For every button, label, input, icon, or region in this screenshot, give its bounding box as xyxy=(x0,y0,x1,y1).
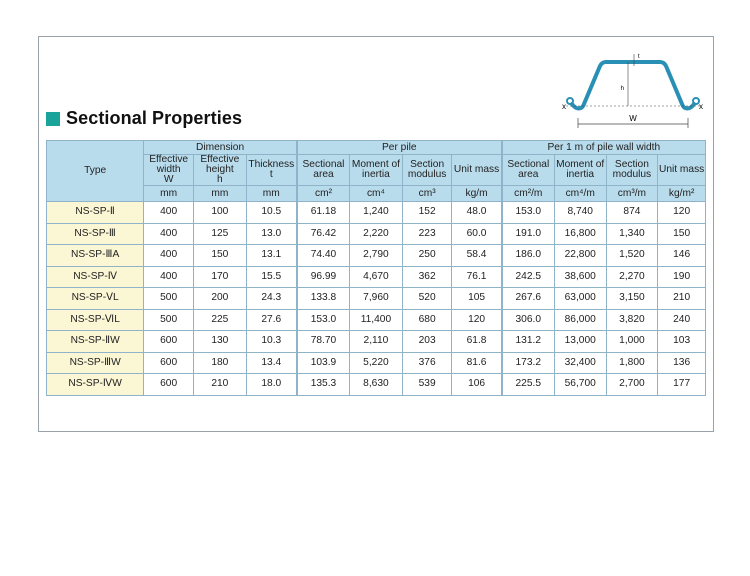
table-row xyxy=(47,331,706,353)
table-cell: 4,670 xyxy=(350,266,403,288)
table-cell: 5,220 xyxy=(350,352,403,374)
table-cell: 3,150 xyxy=(606,288,658,310)
table-cell: 38,600 xyxy=(554,266,606,288)
table-cell: 600 xyxy=(144,352,194,374)
column-header-name xyxy=(402,155,452,186)
table-cell: 10.3 xyxy=(246,331,297,353)
table-cell: 267.6 xyxy=(502,288,555,310)
section-heading xyxy=(46,108,242,129)
column-unit: cm⁴ xyxy=(350,186,403,202)
row-type: NS-SP-ⅡW xyxy=(47,331,144,353)
table-cell: 3,820 xyxy=(606,309,658,331)
diagram-x-right-label: x xyxy=(699,102,703,111)
table-cell: 10.5 xyxy=(246,202,297,224)
table-cell: 539 xyxy=(402,374,452,396)
table-cell: 600 xyxy=(144,374,194,396)
table-cell: 170 xyxy=(193,266,246,288)
type-header: Type xyxy=(47,141,144,202)
column-header-name xyxy=(554,155,606,186)
column-unit: cm³ xyxy=(402,186,452,202)
table-cell: 120 xyxy=(658,202,706,224)
table-row xyxy=(47,352,706,374)
table-cell: 190 xyxy=(658,266,706,288)
table-cell: 180 xyxy=(193,352,246,374)
table-cell: 203 xyxy=(402,331,452,353)
table-cell: 400 xyxy=(144,202,194,224)
table-cell: 125 xyxy=(193,223,246,245)
column-unit: cm³/m xyxy=(606,186,658,202)
table-cell: 18.0 xyxy=(246,374,297,396)
heading-square-icon xyxy=(46,112,60,126)
table-cell: 1,520 xyxy=(606,245,658,267)
table-cell: 150 xyxy=(193,245,246,267)
pile-profile-shape xyxy=(572,62,694,109)
page-title: Sectional Properties xyxy=(66,108,243,128)
column-header-name xyxy=(502,155,555,186)
table-cell: 32,400 xyxy=(554,352,606,374)
table-cell: 56,700 xyxy=(554,374,606,396)
column-header-label: Section modulus xyxy=(407,159,447,180)
table-cell: 223 xyxy=(402,223,452,245)
table-cell: 16,800 xyxy=(554,223,606,245)
table-cell: 400 xyxy=(144,266,194,288)
table-cell: 78.70 xyxy=(297,331,350,353)
column-unit: kg/m² xyxy=(658,186,706,202)
table-cell: 22,800 xyxy=(554,245,606,267)
table-cell: 177 xyxy=(658,374,706,396)
table-cell: 58.4 xyxy=(452,245,502,267)
table-cell: 61.8 xyxy=(452,331,502,353)
table-cell: 242.5 xyxy=(502,266,555,288)
column-unit: cm⁴/m xyxy=(554,186,606,202)
table-cell: 76.1 xyxy=(452,266,502,288)
table-cell: 15.5 xyxy=(246,266,297,288)
table-cell: 135.3 xyxy=(297,374,350,396)
table-cell: 13.4 xyxy=(246,352,297,374)
column-header-name xyxy=(606,155,658,186)
column-unit: cm² xyxy=(297,186,350,202)
table-cell: 153.0 xyxy=(297,309,350,331)
table-cell: 24.3 xyxy=(246,288,297,310)
table-cell: 1,340 xyxy=(606,223,658,245)
column-header-label: Sectional area xyxy=(507,159,550,180)
column-unit: kg/m xyxy=(452,186,502,202)
table-cell: 130 xyxy=(193,331,246,353)
table-row xyxy=(47,288,706,310)
diagram-x-left-label: x xyxy=(562,102,566,111)
table-cell: 191.0 xyxy=(502,223,555,245)
table-cell: 1,800 xyxy=(606,352,658,374)
table-cell: 2,270 xyxy=(606,266,658,288)
row-type: NS-SP-ⅣW xyxy=(47,374,144,396)
table-cell: 146 xyxy=(658,245,706,267)
table-cell: 600 xyxy=(144,331,194,353)
column-header-symbol: h xyxy=(217,174,223,185)
table-cell: 120 xyxy=(452,309,502,331)
table-cell: 520 xyxy=(402,288,452,310)
table-cell: 150 xyxy=(658,223,706,245)
table-cell: 48.0 xyxy=(452,202,502,224)
table-cell: 874 xyxy=(606,202,658,224)
row-type: NS-SP-Ⅲ xyxy=(47,223,144,245)
table-row xyxy=(47,245,706,267)
table-cell: 1,240 xyxy=(350,202,403,224)
column-unit: mm xyxy=(144,186,194,202)
group-per-pile: Per pile xyxy=(297,141,502,155)
column-header-symbol: W xyxy=(163,174,174,185)
table-cell: 60.0 xyxy=(452,223,502,245)
table-cell: 11,400 xyxy=(350,309,403,331)
column-header-label: Section modulus xyxy=(612,159,652,180)
table-cell: 500 xyxy=(144,309,194,331)
column-header-label: Unit mass xyxy=(658,164,705,175)
table-cell: 8,630 xyxy=(350,374,403,396)
table-cell: 13.1 xyxy=(246,245,297,267)
table-row xyxy=(47,202,706,224)
group-per-wall: Per 1 m of pile wall width xyxy=(502,141,706,155)
column-unit: cm²/m xyxy=(502,186,555,202)
table-row xyxy=(47,266,706,288)
table-cell: 186.0 xyxy=(502,245,555,267)
table-cell: 133.8 xyxy=(297,288,350,310)
table-row xyxy=(47,223,706,245)
table-cell: 306.0 xyxy=(502,309,555,331)
table-cell: 2,700 xyxy=(606,374,658,396)
table-cell: 173.2 xyxy=(502,352,555,374)
column-header-label: Sectional area xyxy=(302,159,345,180)
table-cell: 500 xyxy=(144,288,194,310)
table-cell: 200 xyxy=(193,288,246,310)
column-header-label: Thickness xyxy=(248,159,295,170)
column-header-name xyxy=(350,155,403,186)
table-cell: 2,110 xyxy=(350,331,403,353)
column-unit: mm xyxy=(246,186,297,202)
column-header-label: Effective width xyxy=(149,154,189,175)
table-cell: 61.18 xyxy=(297,202,350,224)
table-cell: 106 xyxy=(452,374,502,396)
table-cell: 131.2 xyxy=(502,331,555,353)
table-cell: 400 xyxy=(144,245,194,267)
table-cell: 81.6 xyxy=(452,352,502,374)
row-type: NS-SP-Ⅱ xyxy=(47,202,144,224)
table-cell: 96.99 xyxy=(297,266,350,288)
table-cell: 153.0 xyxy=(502,202,555,224)
column-header-label: Effective height xyxy=(200,154,240,175)
table-cell: 376 xyxy=(402,352,452,374)
row-type: NS-SP-ⅤL xyxy=(47,288,144,310)
pile-profile-diagram xyxy=(558,46,708,130)
table-cell: 13,000 xyxy=(554,331,606,353)
table-row xyxy=(47,309,706,331)
table-cell: 74.40 xyxy=(297,245,350,267)
table-cell: 105 xyxy=(452,288,502,310)
column-header-label: Moment of inertia xyxy=(351,159,400,180)
table-cell: 76.42 xyxy=(297,223,350,245)
group-dimension: Dimension xyxy=(144,141,297,155)
table-cell: 8,740 xyxy=(554,202,606,224)
table-cell: 400 xyxy=(144,223,194,245)
column-unit: mm xyxy=(193,186,246,202)
table-cell: 103.9 xyxy=(297,352,350,374)
diagram-w-label: W xyxy=(629,114,637,123)
table-cell: 225.5 xyxy=(502,374,555,396)
column-header-symbol: t xyxy=(269,169,273,180)
table-cell: 86,000 xyxy=(554,309,606,331)
column-header-name xyxy=(658,155,706,186)
diagram-h-label: h xyxy=(620,86,624,92)
table-cell: 680 xyxy=(402,309,452,331)
row-type: NS-SP-ⅢW xyxy=(47,352,144,374)
table-cell: 2,220 xyxy=(350,223,403,245)
row-type: NS-SP-ⅢA xyxy=(47,245,144,267)
column-header-label: Moment of inertia xyxy=(556,159,605,180)
column-header-name xyxy=(193,155,246,186)
table-cell: 210 xyxy=(193,374,246,396)
table-cell: 63,000 xyxy=(554,288,606,310)
column-header-label: Unit mass xyxy=(453,164,500,175)
table-row xyxy=(47,374,706,396)
table-cell: 1,000 xyxy=(606,331,658,353)
table-cell: 13.0 xyxy=(246,223,297,245)
table-cell: 27.6 xyxy=(246,309,297,331)
column-header-name xyxy=(144,155,194,186)
column-header-name xyxy=(246,155,297,186)
sectional-properties-table xyxy=(46,140,706,396)
table-cell: 2,790 xyxy=(350,245,403,267)
column-header-name xyxy=(452,155,502,186)
table-cell: 210 xyxy=(658,288,706,310)
row-type: NS-SP-ⅥL xyxy=(47,309,144,331)
table-cell: 103 xyxy=(658,331,706,353)
table-cell: 136 xyxy=(658,352,706,374)
row-type: NS-SP-Ⅳ xyxy=(47,266,144,288)
table-cell: 240 xyxy=(658,309,706,331)
table-cell: 225 xyxy=(193,309,246,331)
diagram-t-label: t xyxy=(638,54,640,60)
table-cell: 152 xyxy=(402,202,452,224)
table-cell: 100 xyxy=(193,202,246,224)
table-cell: 362 xyxy=(402,266,452,288)
column-header-name xyxy=(297,155,350,186)
table-cell: 250 xyxy=(402,245,452,267)
table-cell: 7,960 xyxy=(350,288,403,310)
